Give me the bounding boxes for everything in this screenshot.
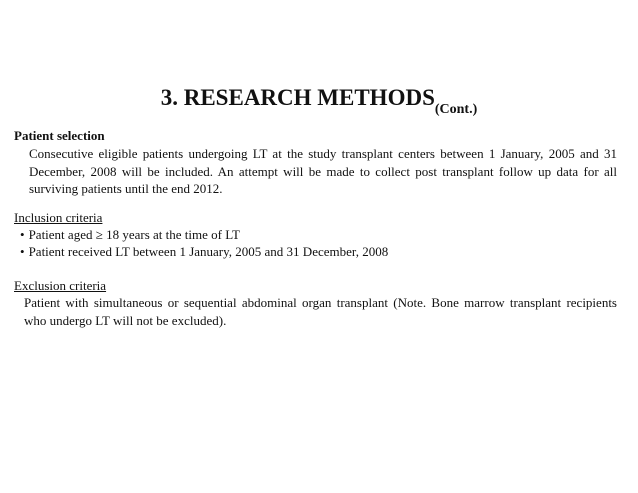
inclusion-item: • Patient aged ≥ 18 years at the time of LT [20, 226, 388, 243]
slide-title [0, 84, 638, 116]
title-suffix: (Cont.) [434, 102, 478, 117]
inclusion-item: • Patient received LT between 1 January, 2005 and 31 December, 2008 [20, 243, 388, 260]
patient-selection-body: Consecutive eligible patients undergoing LT at the study transplant centers between 1 January, 2005 and 31 December, 2008 will be included. An attempt will be made to collect post transplant follow up data for all surviving patients until the end 2012. [29, 146, 617, 196]
exclusion-heading: Exclusion criteria [14, 278, 107, 293]
inclusion-list [20, 226, 388, 260]
title-main: 3. RESEARCH METHODS [160, 85, 435, 110]
exclusion-body [24, 294, 617, 329]
exclusion-body-text: Patient with simultaneous or sequential abdominal organ transplant (Note. Bone marrow transplant recipients who undergo LT will not be excluded). [24, 295, 617, 328]
patient-selection-heading: Patient selection [14, 128, 105, 143]
inclusion-heading: Inclusion criteria [14, 210, 103, 225]
